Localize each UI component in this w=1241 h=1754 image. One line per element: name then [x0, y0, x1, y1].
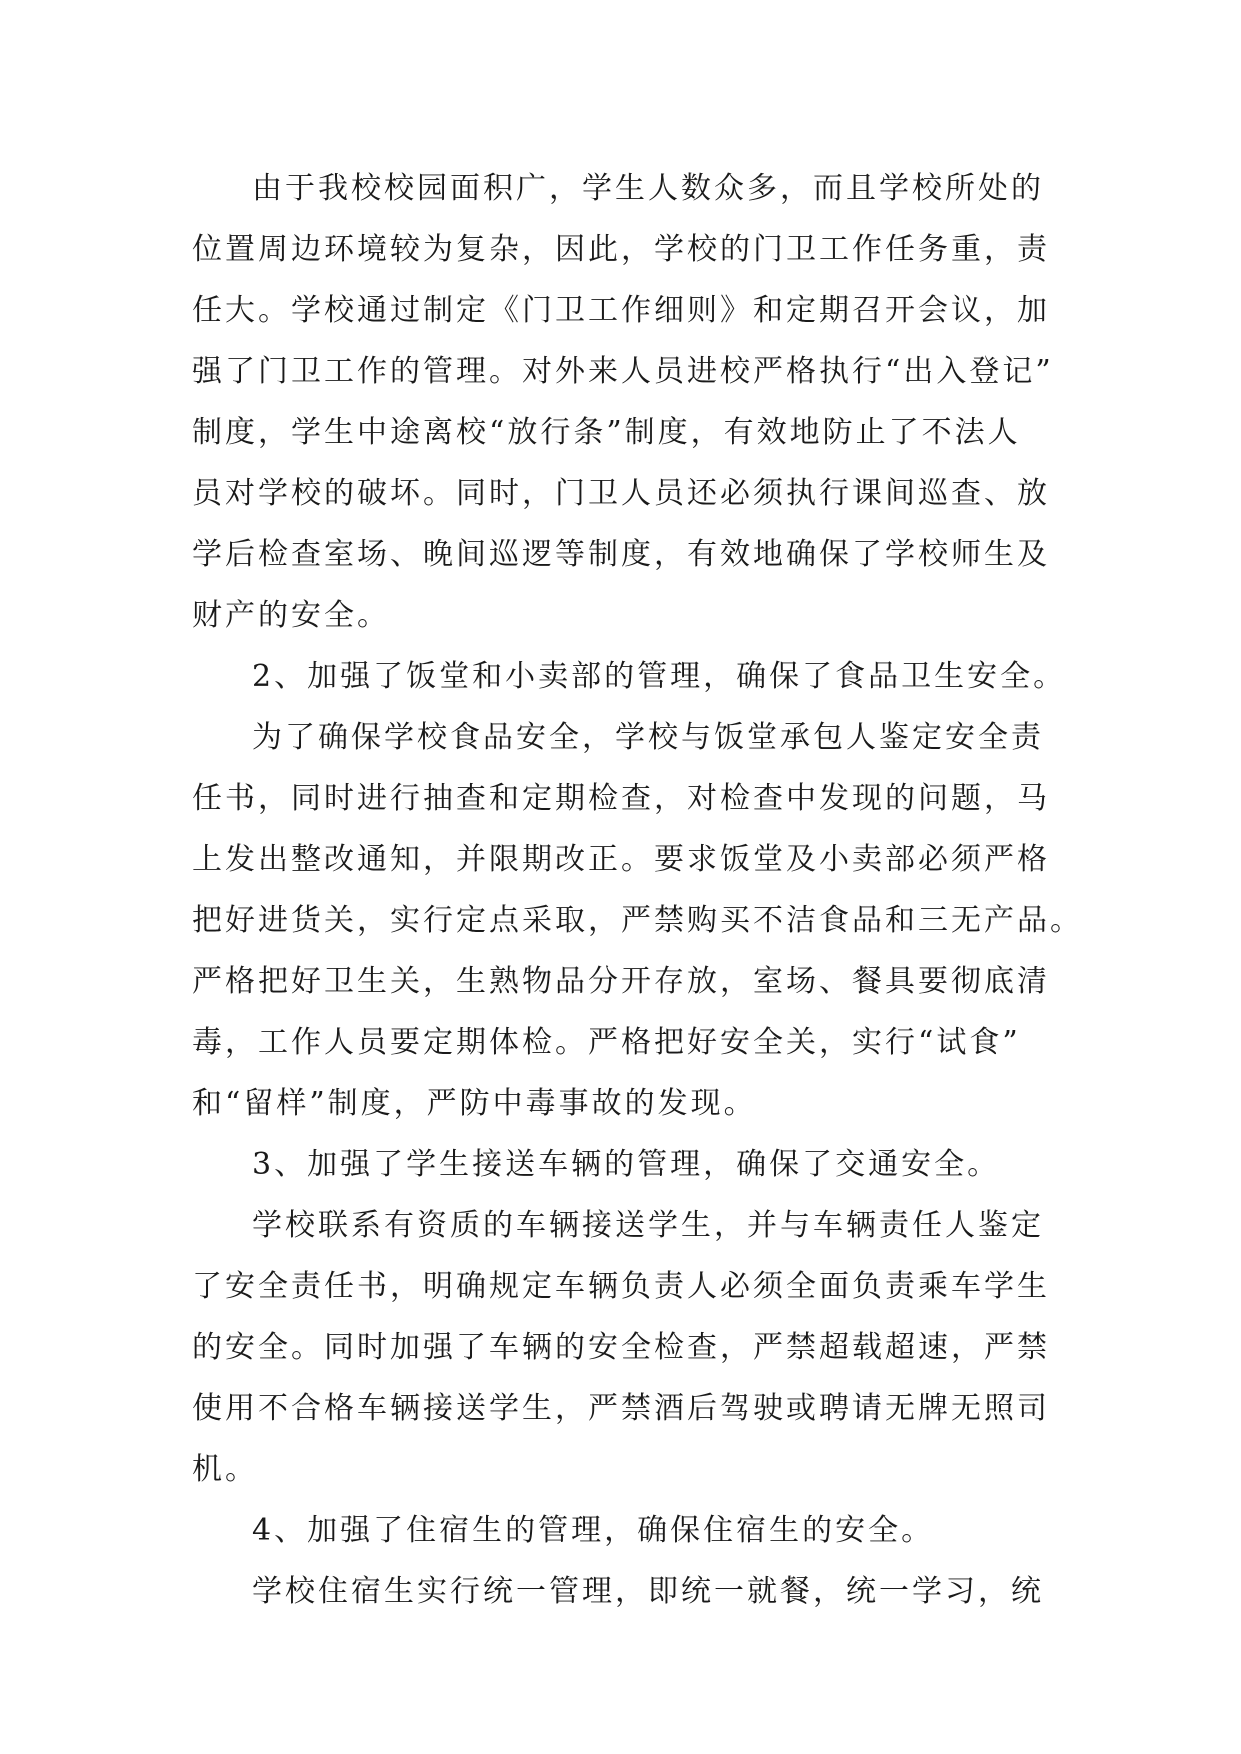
text-line: 了安全责任书，明确规定车辆负责人必须全面负责乘车学生: [192, 1269, 1050, 1304]
text-line: 强了门卫工作的管理。对外来人员进校严格执行“出入登记”: [192, 354, 1054, 389]
text-line: 任大。学校通过制定《门卫工作细则》和定期召开会议，加: [192, 293, 1050, 328]
text-line: 把好进货关，实行定点采取，严禁购买不洁食品和三无产品。: [192, 903, 1083, 938]
text-line: 学校联系有资质的车辆接送学生，并与车辆责任人鉴定: [252, 1208, 1044, 1243]
text-line: 学后检查室场、晚间巡逻等制度，有效地确保了学校师生及: [192, 537, 1050, 572]
text-line: 位置周边环境较为复杂，因此，学校的门卫工作任务重，责: [192, 232, 1050, 267]
section-heading: 4、加强了住宿生的管理，确保住宿生的安全。: [252, 1513, 935, 1548]
section-heading: 3、加强了学生接送车辆的管理，确保了交通安全。: [252, 1147, 1001, 1182]
section-heading: 2、加强了饭堂和小卖部的管理，确保了食品卫生安全。: [252, 659, 1067, 694]
text-line: 员对学校的破坏。同时，门卫人员还必须执行课间巡查、放: [192, 476, 1050, 511]
text-line: 上发出整改通知，并限期改正。要求饭堂及小卖部必须严格: [192, 842, 1050, 877]
text-line: 严格把好卫生关，生熟物品分开存放，室场、餐具要彻底清: [192, 964, 1050, 999]
text-line: 学校住宿生实行统一管理，即统一就餐，统一学习，统: [252, 1574, 1044, 1609]
text-line: 和“留样”制度，严防中毒事故的发现。: [192, 1086, 757, 1121]
text-line: 制度，学生中途离校“放行条”制度，有效地防止了不法人: [192, 415, 1021, 450]
text-line: 的安全。同时加强了车辆的安全检查，严禁超载超速，严禁: [192, 1330, 1050, 1365]
text-line: 机。: [192, 1452, 258, 1487]
text-line: 为了确保学校食品安全，学校与饭堂承包人鉴定安全责: [252, 720, 1044, 755]
text-line: 财产的安全。: [192, 598, 390, 633]
document-body: [192, 158, 1083, 1622]
text-line: 使用不合格车辆接送学生，严禁酒后驾驶或聘请无牌无照司: [192, 1391, 1050, 1426]
text-line: 任书，同时进行抽查和定期检查，对检查中发现的问题，马: [192, 781, 1050, 816]
text-line: 毒，工作人员要定期体检。严格把好安全关，实行“试食”: [192, 1025, 1021, 1060]
text-line: 由于我校校园面积广，学生人数众多，而且学校所处的: [252, 171, 1044, 206]
